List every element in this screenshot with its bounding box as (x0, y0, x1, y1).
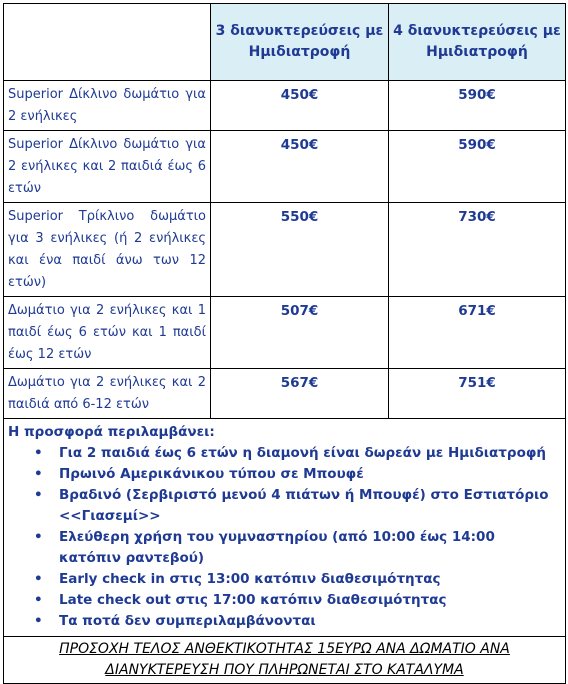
list-item (8, 611, 561, 632)
bullet-icon: • (34, 592, 43, 608)
table-row (4, 369, 566, 419)
offer-item-text: Για 2 παιδιά έως 6 ετών η διαμονή είναι δωρεάν με Ημιδιατροφή (59, 445, 547, 461)
header-row (4, 4, 566, 81)
table-row (4, 131, 566, 203)
price-4-nights: 590€ (389, 81, 566, 131)
table-row (4, 297, 566, 369)
offer-item-text: Early check in στις 13:00 κατόπιν διαθεσιμότητας (59, 571, 441, 587)
resilience-fee-note: ΠΡΟΣΟΧΗ ΤΕΛΟΣ ΑΝΘΕΚΤΙΚΟΤΗΤΑΣ 15ΕΥΡΩ ΑΝΑ ΔΩΜΑΤΙΟ ΑΝΑ ΔΙΑΝΥΚΤΕΡΕΥΣΗ ΠΟΥ ΠΛΗΡΩΝΕΤΑΙ ΣΤΟ ΚΑΤΑΛΥΜΑ (4, 637, 566, 684)
offer-item-text: Πρωινό Αμερικάνικου τύπου σε Μπουφέ (59, 466, 364, 482)
offer-row (4, 419, 566, 637)
room-type: Δωμάτιο για 2 ενήλικες και 2 παιδιά από 6-12 ετών (4, 369, 211, 419)
price-3-nights: 550€ (211, 203, 389, 297)
price-4-nights: 671€ (389, 297, 566, 369)
offer-title: Η προσφορά περιλαμβάνει: (8, 424, 215, 440)
header-3-nights: 3 διανυκτερεύσεις με Ημιδιατροφή (211, 4, 389, 81)
list-item (8, 590, 561, 611)
room-type: Δωμάτιο για 2 ενήλικες και 1 παιδί έως 6 ετών και 1 παιδί έως 12 ετών (4, 297, 211, 369)
bullet-icon: • (34, 445, 43, 461)
header-empty-cell (4, 4, 211, 81)
header-4-nights: 4 διανυκτερεύσεις με Ημιδιατροφή (389, 4, 566, 81)
note-row (4, 637, 566, 684)
room-type: Superior Δίκλινο δωμάτιο για 2 ενήλικες και 2 παιδιά έως 6 ετών (4, 131, 211, 203)
room-type: Superior Δίκλινο δωμάτιο για 2 ενήλικες (4, 81, 211, 131)
price-3-nights: 450€ (211, 131, 389, 203)
table-row (4, 81, 566, 131)
offer-item-text: Τα ποτά δεν συμπεριλαμβάνονται (59, 613, 316, 629)
offer-item-text: Late check out στις 17:00 κατόπιν διαθεσιμότητας (59, 592, 447, 608)
price-3-nights: 507€ (211, 297, 389, 369)
price-3-nights: 567€ (211, 369, 389, 419)
bullet-icon: • (34, 613, 43, 629)
bullet-icon: • (34, 466, 43, 482)
price-4-nights: 590€ (389, 131, 566, 203)
price-3-nights: 450€ (211, 81, 389, 131)
price-table (3, 3, 566, 684)
offer-list (8, 443, 561, 632)
room-type: Superior Τρίκλινο δωμάτιο για 3 ενήλικες (ή 2 ενήλικες και ένα παιδί άνω των 12 ετών) (4, 203, 211, 297)
list-item (8, 485, 561, 527)
offer-item-text: Βραδινό (Σερβιριστό μενού 4 πιάτων ή Μπουφέ) στο Εστιατόριο <<Γιασεμί>> (59, 487, 549, 524)
bullet-icon: • (34, 571, 43, 587)
bullet-icon: • (34, 487, 43, 503)
bullet-icon: • (34, 529, 43, 545)
list-item (8, 527, 561, 569)
list-item (8, 464, 561, 485)
price-4-nights: 730€ (389, 203, 566, 297)
list-item (8, 569, 561, 590)
price-4-nights: 751€ (389, 369, 566, 419)
list-item (8, 443, 561, 464)
table-row (4, 203, 566, 297)
offer-item-text: Ελεύθερη χρήση του γυμναστηρίου (από 10:00 έως 14:00 κατόπιν ραντεβού) (59, 529, 495, 566)
offer-cell (4, 419, 566, 637)
